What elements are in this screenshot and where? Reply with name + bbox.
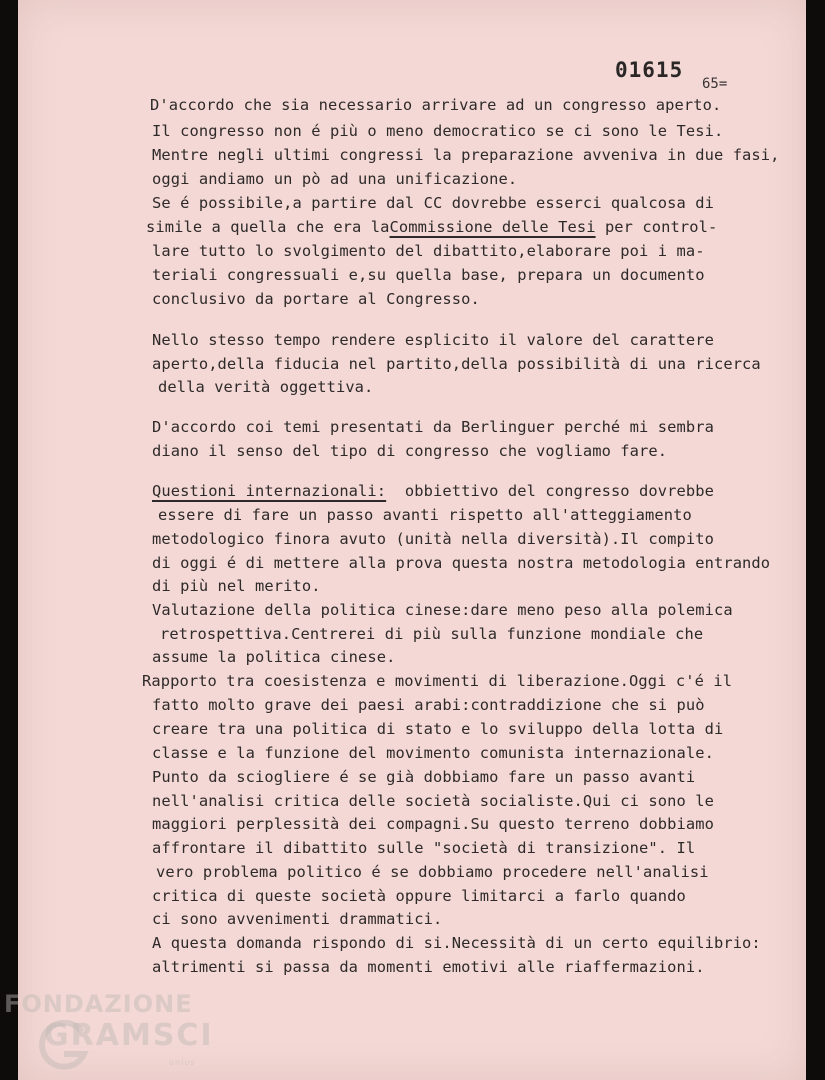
text-line: D'accordo che sia necessario arrivare ad un congresso aperto. [150,96,722,114]
text-line: ci sono avvenimenti drammatici. [152,910,443,928]
text-line: diano il senso del tipo di congresso che vogliamo fare. [152,442,668,460]
text-line: lare tutto lo svolgimento del dibattito,elaborare poi i ma- [152,242,705,260]
text-line [146,218,717,236]
text-segment: obbiettivo del congresso dovrebbe [386,482,714,500]
text-line: altrimenti si passa da momenti emotivi alle riaffermazioni. [152,958,705,976]
document-number: 01615 [615,58,684,82]
text-line: aperto,della fiducia nel partito,della possibilità di una ricerca [152,355,761,373]
text-line: Valutazione della politica cinese:dare meno peso alla polemica [152,601,733,619]
text-line: teriali congressuali e,su quella base, prepara un documento [152,266,705,284]
watermark-subtitle: onlus [169,1058,196,1067]
text-line: di più nel merito. [152,577,321,595]
page-number: 65= [702,76,728,92]
text-line: Rapporto tra coesistenza e movimenti di liberazione.Oggi c'é il [142,672,733,690]
text-line: maggiori perplessità dei compagni.Su questo terreno dobbiamo [152,815,714,833]
text-line: affrontare il dibattito sulle "società di transizione". Il [152,839,696,857]
section-heading: Questioni internazionali: [152,482,387,500]
text-line: nell'analisi critica delle società socialiste.Qui ci sono le [152,792,714,810]
typewritten-page [18,0,806,1080]
text-line: assume la politica cinese. [152,648,396,666]
text-line: fatto molto grave dei paesi arabi:contraddizione che si può [152,696,705,714]
watermark-title: FONDAZIONE [4,990,193,1018]
text-line: Se é possibile,a partire dal CC dovrebbe esserci qualcosa di [152,194,714,212]
text-line [152,482,714,500]
text-line: essere di fare un passo avanti rispetto all'atteggiamento [158,506,692,524]
text-line: retrospettiva.Centrerei di più sulla funzione mondiale che [160,625,704,643]
text-line: vero problema politico é se dobbiamo procedere nell'analisi [156,863,709,881]
text-line: classe e la funzione del movimento comunista internazionale. [152,744,714,762]
text-line: Nello stesso tempo rendere esplicito il valore del carattere [152,331,714,349]
text-line: Il congresso non é più o meno democratico se ci sono le Tesi. [152,122,724,140]
text-line: A questa domanda rispondo di si.Necessità di un certo equilibrio: [152,934,761,952]
text-line: critica di queste società oppure limitarci a farlo quando [152,887,686,905]
text-segment: per control- [595,218,718,236]
text-line: oggi andiamo un pò ad una unificazione. [152,170,518,188]
text-line: D'accordo coi temi presentati da Berlinguer perché mi sembra [152,418,714,436]
fondazione-gramsci-watermark [4,990,234,1075]
text-segment: simile a quella che era la [146,218,390,236]
text-line: Mentre negli ultimi congressi la preparazione avveniva in due fasi, [152,146,780,164]
underlined-term: Commissione delle Tesi [389,218,596,236]
watermark-name: GRAMSCI [44,1018,214,1053]
text-line: metodologico finora avuto (unità nella diversità).Il compito [152,530,714,548]
text-line: di oggi é di mettere alla prova questa nostra metodologia entrando [152,554,771,572]
text-line: creare tra una politica di stato e lo sviluppo della lotta di [152,720,724,738]
text-line: Punto da sciogliere é se già dobbiamo fare un passo avanti [152,768,696,786]
text-line: conclusivo da portare al Congresso. [152,290,480,308]
text-line: della verità oggettiva. [158,378,374,396]
